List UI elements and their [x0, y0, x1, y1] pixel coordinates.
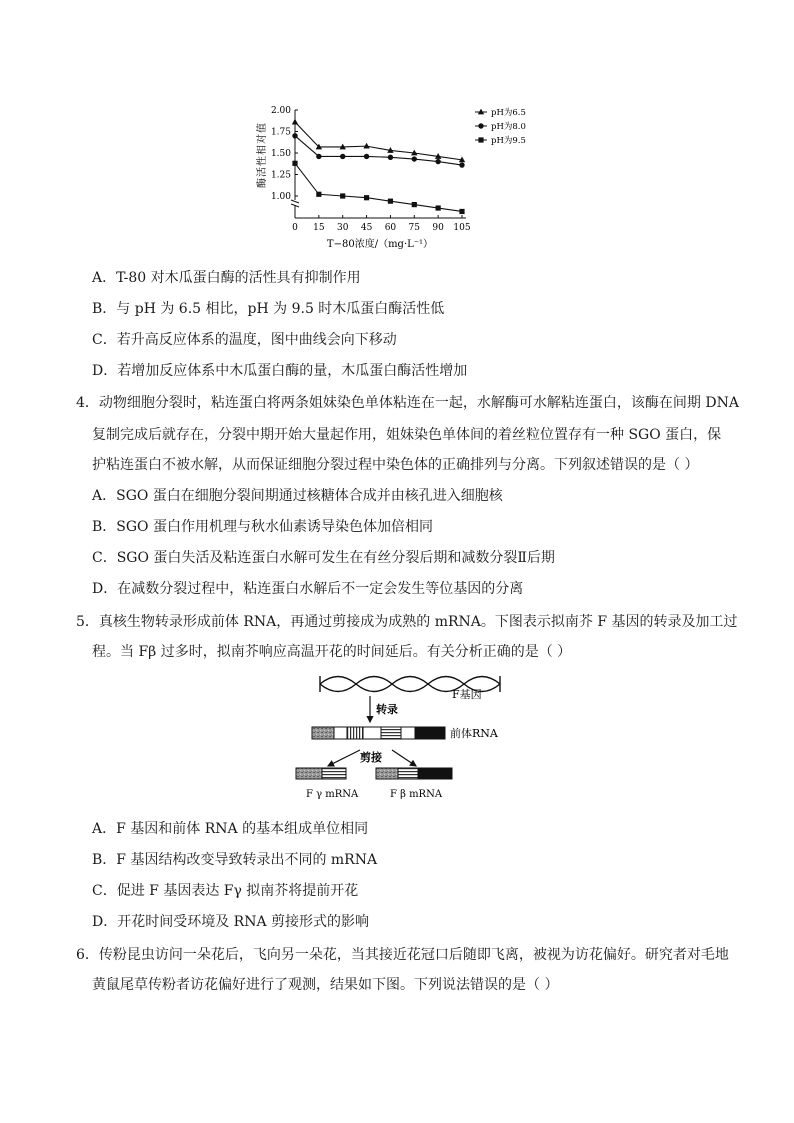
q5-option-a: A．F 基因和前体 RNA 的基本组成单位相同: [92, 821, 369, 837]
q4-option-b: B．SGO 蛋白作用机理与秋水仙素诱导染色体加倍相同: [92, 519, 433, 535]
circle-marker: [459, 162, 464, 167]
f-beta-mrna-bar: [376, 768, 452, 779]
x-tick-label: 90: [432, 223, 444, 233]
chart-ticks: [271, 106, 471, 233]
q5-stem-line2: 程。当 Fβ 过多时，拟南芥响应高温开花的时间延后。有关分析正确的是（ ）: [92, 644, 572, 660]
pre-rna-bar: [312, 727, 445, 739]
pre-rna-label: 前体RNA: [450, 727, 498, 740]
q5-option-c: C．促进 F 基因表达 Fγ 拟南芥将提前开花: [92, 883, 359, 899]
y-tick-label: 1.75: [270, 127, 291, 138]
splicing-label: 剪接: [360, 751, 382, 764]
legend-entry: [475, 121, 526, 132]
square-marker: [364, 195, 369, 200]
series-square: [292, 161, 464, 214]
chart-x-axis-label: T−80浓度/（mg·L⁻¹）: [326, 239, 434, 250]
series-line: [295, 163, 462, 211]
q6-stem-line1: 6．传粉昆虫访问一朵花后，飞向另一朵花，当其接近花冠口后随即飞离，被视为访花偏好。研究者对毛地: [76, 947, 729, 963]
chart-series: [292, 119, 465, 214]
legend-entry: [475, 135, 526, 146]
square-marker: [459, 209, 464, 214]
triangle-marker: [363, 143, 369, 149]
q4-stem-line1: 4．动物细胞分裂时，粘连蛋白将两条姐妹染色单体粘连在一起，水解酶可水解粘连蛋白，该酶在间期 DNA: [76, 395, 739, 411]
f-beta-mrna-label: F β mRNA: [390, 789, 443, 800]
q5-option-b: B．F 基因结构改变导致转录出不同的 mRNA: [92, 852, 378, 868]
q4-stem-line2: 复制完成后就存在，分裂中期开始大量起作用，姐妹染色单体间的着丝粒位置存有一种 SGO 蛋白，保: [92, 427, 722, 443]
f-gene-label: F基因: [452, 688, 482, 701]
y-tick-label: 1.25: [270, 170, 291, 181]
q4-option-a: A．SGO 蛋白在细胞分裂间期通过核糖体合成并由核孔进入细胞核: [92, 488, 503, 504]
enzyme-activity-chart: [250, 100, 550, 260]
q4-option-c: C．SGO 蛋白失活及粘连蛋白水解可发生在有丝分裂后期和减数分裂Ⅱ后期: [92, 550, 555, 566]
x-tick-label: 30: [336, 223, 349, 233]
q3-option-d: D．若增加反应体系中木瓜蛋白酶的量，木瓜蛋白酶活性增加: [92, 363, 468, 379]
circle-marker: [292, 133, 297, 138]
splice-arrow-left-icon: [328, 750, 360, 766]
square-marker: [436, 205, 441, 210]
circle-marker: [316, 154, 321, 159]
x-tick-label: 15: [313, 223, 325, 233]
x-tick-label: 0: [292, 223, 298, 233]
q3-option-c: C．若升高反应体系的温度，图中曲线会向下移动: [92, 332, 397, 348]
x-tick-label: 45: [360, 223, 373, 233]
x-tick-label: 75: [408, 223, 421, 233]
series-circle: [292, 133, 464, 168]
chart-svg: [250, 100, 550, 260]
square-marker: [316, 192, 321, 197]
f-gene-splicing-diagram: [290, 672, 520, 807]
circle-marker: [412, 156, 417, 161]
x-tick-label: 60: [384, 223, 397, 233]
circle-marker: [340, 154, 345, 159]
chart-y-axis-label: 酶活性相对值: [257, 122, 268, 188]
chart-legend: [475, 107, 526, 146]
y-tick-label: 1.00: [270, 192, 291, 202]
splice-arrow-right-icon: [392, 750, 416, 766]
q3-option-b: B．与 pH 为 6.5 相比，pH 为 9.5 时木瓜蛋白酶活性低: [92, 301, 445, 317]
legend-entry: [475, 107, 526, 118]
q4-option-d: D．在减数分裂过程中，粘连蛋白水解后不一定会发生等位基因的分离: [92, 581, 524, 597]
chart-axes: [291, 110, 466, 218]
transcription-label: 转录: [376, 703, 398, 716]
q5-stem-line1: 5．真核生物转录形成前体 RNA，再通过剪接成为成熟的 mRNA。下图表示拟南芥 F 基因的转录及加工过: [76, 614, 738, 630]
square-marker: [412, 202, 417, 207]
f-gamma-mrna-bar: [296, 768, 346, 779]
triangle-marker: [292, 119, 298, 125]
q4-stem-line3: 护粘连蛋白不被水解，从而保证细胞分裂过程中染色体的正确排列与分离。下列叙述错误的是（ ）: [92, 457, 699, 473]
q5-option-d: D．开花时间受环境及 RNA 剪接形式的影响: [92, 914, 370, 930]
q6-stem-line2: 黄鼠尾草传粉者访花偏好进行了观测，结果如下图。下列说法错误的是（ ）: [92, 977, 559, 993]
y-tick-label: 2.00: [270, 106, 291, 116]
q3-option-a: A．T-80 对木瓜蛋白酶的活性具有抑制作用: [92, 270, 361, 286]
x-tick-label: 105: [453, 223, 471, 233]
f-gamma-mrna-label: F γ mRNA: [306, 789, 359, 800]
circle-marker: [388, 155, 393, 160]
legend-label: pH为9.5: [491, 136, 526, 146]
y-axis-break-icon: [291, 200, 299, 207]
legend-label: pH为6.5: [491, 108, 526, 118]
circle-marker: [435, 159, 440, 164]
square-marker: [340, 193, 345, 198]
square-marker: [388, 199, 393, 204]
square-marker: [292, 161, 297, 166]
circle-marker: [478, 123, 483, 128]
y-tick-label: 1.50: [270, 149, 291, 159]
circle-marker: [364, 154, 369, 159]
square-marker: [478, 137, 483, 142]
legend-label: pH为8.0: [491, 122, 526, 132]
diagram-svg: [290, 672, 520, 807]
